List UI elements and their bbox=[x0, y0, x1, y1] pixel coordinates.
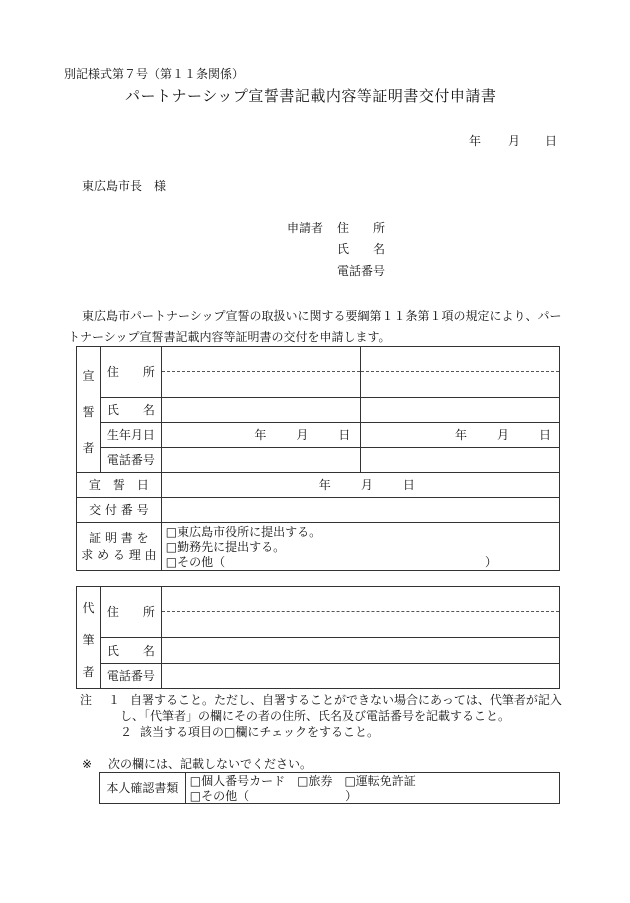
issue-number-field[interactable] bbox=[161, 498, 559, 523]
form-number: 別記様式第７号（第１１条関係） bbox=[64, 67, 245, 81]
date-month-label: 月 bbox=[508, 134, 521, 148]
proxy-name-field[interactable] bbox=[161, 638, 559, 664]
proxy-address-label: 住 所 bbox=[100, 587, 161, 638]
reason-option-workplace[interactable]: □勤務先に提出する。 bbox=[165, 539, 286, 554]
proxy-phone-field[interactable] bbox=[161, 664, 559, 689]
oath-date-label: 宣 誓 日 bbox=[77, 473, 162, 498]
id-options-row-1[interactable]: □個人番号カード □旅券 □運転免許証 bbox=[189, 773, 416, 788]
note-2-text: 該当する項目の□欄にチェックをすること。 bbox=[140, 725, 379, 739]
intro-line-1: 東広島市パートナーシップ宣誓の取扱いに関する要綱第１１条第１項の規定により、パー bbox=[82, 309, 562, 323]
name-field-2[interactable] bbox=[361, 398, 560, 423]
name-label: 氏 名 bbox=[100, 398, 161, 423]
reason-label: 証 明 書 を 求 め る 理 由 bbox=[77, 523, 162, 571]
phone-field-2[interactable] bbox=[361, 448, 560, 473]
birthdate-label: 生年月日 bbox=[100, 423, 161, 448]
birthdate-field-2[interactable]: 年 月 日 bbox=[361, 423, 560, 448]
reason-option-city-hall[interactable]: □東広島市役所に提出する。 bbox=[165, 524, 322, 539]
birthdate-field-1[interactable]: 年 月 日 bbox=[161, 423, 361, 448]
note-1-number: １ bbox=[108, 693, 121, 707]
reason-other-close: ） bbox=[484, 554, 497, 569]
applicant-phone-label: 電話番号 bbox=[337, 264, 386, 278]
address-field-2[interactable] bbox=[361, 347, 560, 398]
address-field-1[interactable] bbox=[161, 347, 361, 398]
page-title: パートナーシップ宣誓書記載内容等証明書交付申請書 bbox=[125, 87, 497, 105]
date-day-label: 日 bbox=[545, 134, 558, 148]
address-label: 住 所 bbox=[100, 347, 161, 398]
id-document-table bbox=[99, 772, 560, 804]
id-options-row-2[interactable]: □その他（ ） bbox=[189, 788, 358, 803]
proxy-address-field[interactable] bbox=[161, 587, 559, 638]
reason-option-other[interactable]: □その他（ bbox=[165, 554, 226, 569]
applicant-name-label: 氏 名 bbox=[337, 242, 386, 256]
declarant-table bbox=[76, 346, 560, 571]
name-field-1[interactable] bbox=[161, 398, 361, 423]
applicant-address-label: 住 所 bbox=[337, 221, 386, 235]
oath-date-field[interactable]: 年 月 日 bbox=[161, 473, 559, 498]
proxy-label: 代 筆 者 bbox=[77, 587, 101, 689]
proxy-phone-label: 電話番号 bbox=[100, 664, 161, 689]
declarant-label: 宣 誓 者 bbox=[77, 347, 101, 473]
office-note: 次の欄には、記載しないでください。 bbox=[108, 757, 313, 771]
date-year-label: 年 bbox=[469, 134, 482, 148]
proxy-table bbox=[76, 586, 560, 689]
office-mark: ※ bbox=[82, 757, 93, 771]
intro-line-2: トナーシップ宣誓書記載内容等証明書の交付を申請します。 bbox=[68, 330, 391, 344]
addressee: 東広島市長 様 bbox=[82, 179, 167, 193]
notes-label: 注 bbox=[80, 693, 93, 707]
id-document-label: 本人確認書類 bbox=[100, 773, 186, 804]
phone-field-1[interactable] bbox=[161, 448, 361, 473]
reason-options bbox=[161, 523, 559, 571]
note-1-line-1: 自署すること。ただし、自署することができない場合にあっては、代筆者が記入 bbox=[130, 693, 562, 707]
note-2-number: ２ bbox=[120, 725, 133, 739]
id-document-options bbox=[185, 773, 559, 804]
note-1-line-2: し、「代筆者」の欄にその者の住所、氏名及び電話番号を記載すること。 bbox=[120, 709, 511, 723]
issue-number-label: 交 付 番 号 bbox=[77, 498, 162, 523]
applicant-label: 申請者 bbox=[287, 221, 324, 235]
phone-label: 電話番号 bbox=[100, 448, 161, 473]
proxy-name-label: 氏 名 bbox=[100, 638, 161, 664]
